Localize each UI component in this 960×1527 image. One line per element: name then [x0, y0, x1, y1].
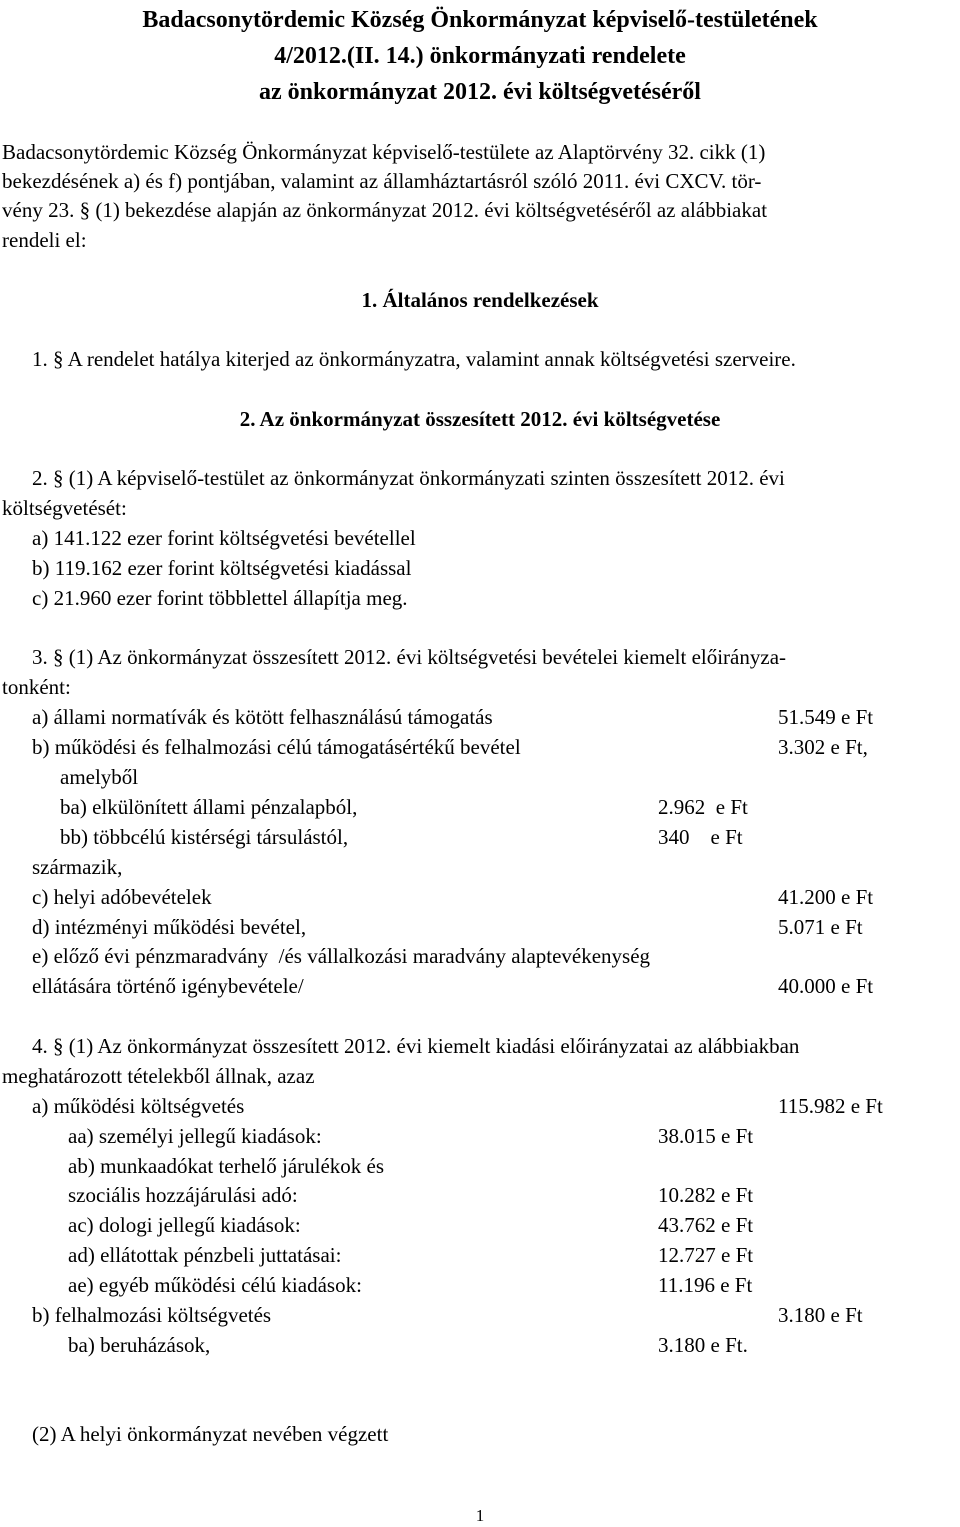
expense-ba-amount: 3.180 e Ft. — [658, 1333, 748, 1357]
expense-ab-label-line-2: szociális hozzájárulási adó: — [68, 1183, 298, 1207]
revenue-ba-amount: 2.962 e Ft — [658, 795, 748, 819]
expense-ba-label: ba) beruházások, — [68, 1333, 211, 1357]
expense-aa-amount: 38.015 e Ft — [658, 1124, 754, 1148]
revenue-bb-label: bb) többcélú kistérségi társulástól, — [60, 825, 349, 849]
expense-ae-label: ae) egyéb működési célú kiadások: — [68, 1273, 362, 1297]
section-2-para-line-1: 2. § (1) A képviselő-testület az önkormányzat önkormányzati szinten összesített 2012. évi — [32, 466, 785, 490]
expense-a-amount: 115.982 e Ft — [778, 1094, 883, 1118]
section-4-para-line-2: meghatározott tételekből állnak, azaz — [2, 1064, 315, 1088]
revenue-b-label: b) működési és felhalmozási célú támogatásértékű bevétel — [32, 735, 521, 759]
revenue-c-amount: 41.200 e Ft — [778, 885, 874, 909]
revenue-b-continuation: amelyből — [60, 765, 139, 789]
revenue-d-label: d) intézményi működési bevétel, — [32, 915, 307, 939]
revenue-e-label-line-2: ellátására történő igénybevétele/ — [32, 974, 304, 998]
expense-ad-label: ad) ellátottak pénzbeli juttatásai: — [68, 1243, 342, 1267]
title-line-1: Badacsonytördemic Község Önkormányzat képviselő-testületének — [142, 7, 818, 33]
section-1-text: 1. § A rendelet hatálya kiterjed az önkormányzatra, valamint annak költségvetési szerveire. — [32, 347, 796, 371]
preamble-line-2: bekezdésének a) és f) pontjában, valamint az államháztartásról szóló 2011. évi CXCV. tör- — [2, 169, 762, 193]
preamble-line-3: vény 23. § (1) bekezdése alapján az önkormányzat 2012. évi költségvetéséről az alábbiakat — [2, 198, 768, 222]
title-line-3: az önkormányzat 2012. évi költségvetéséről — [259, 79, 701, 105]
revenue-a-label: a) állami normatívák és kötött felhasználású támogatás — [32, 705, 493, 729]
revenue-c-label: c) helyi adóbevételek — [32, 885, 212, 909]
page-number: 1 — [475, 1506, 485, 1525]
revenue-b-amount: 3.302 e Ft, — [778, 735, 868, 759]
expense-ae-amount: 11.196 e Ft — [658, 1273, 753, 1297]
revenue-a-amount: 51.549 e Ft — [778, 705, 874, 729]
revenue-ba-label: ba) elkülönített állami pénzalapból, — [60, 795, 358, 819]
expense-ad-amount: 12.727 e Ft — [658, 1243, 754, 1267]
revenue-b-end: származik, — [32, 855, 123, 879]
expense-ab-amount: 10.282 e Ft — [658, 1183, 754, 1207]
revenue-e-amount: 40.000 e Ft — [778, 974, 874, 998]
expense-a-label: a) működési költségvetés — [32, 1094, 245, 1118]
expense-ab-label-line-1: ab) munkaadókat terhelő járulékok és — [68, 1154, 385, 1178]
preamble-line-4: rendeli el: — [2, 228, 87, 252]
section-2-item-a: a) 141.122 ezer forint költségvetési bevétellel — [32, 526, 416, 550]
section-2-item-c: c) 21.960 ezer forint többlettel állapítja meg. — [32, 586, 408, 610]
title-line-2: 4/2012.(II. 14.) önkormányzati rendelete — [274, 43, 686, 69]
section-3-para-line-1: 3. § (1) Az önkormányzat összesített 2012. évi költségvetési bevételei kiemelt előirányza- — [32, 645, 787, 669]
section-2-item-b: b) 119.162 ezer forint költségvetési kiadással — [32, 556, 412, 580]
revenue-e-label-line-1: e) előző évi pénzmaradvány /és vállalkozási maradvány alaptevékenység — [32, 944, 651, 968]
section-2-para-line-2: költségvetését: — [2, 496, 127, 520]
section-2-heading: 2. Az önkormányzat összesített 2012. évi költségvetése — [239, 407, 721, 431]
section-1-heading: 1. Általános rendelkezések — [361, 288, 599, 312]
expense-b-amount: 3.180 e Ft — [778, 1303, 863, 1327]
expense-aa-label: aa) személyi jellegű kiadások: — [68, 1124, 322, 1148]
revenue-bb-amount: 340 e Ft — [658, 825, 743, 849]
revenue-d-amount: 5.071 e Ft — [778, 915, 863, 939]
expense-b-label: b) felhalmozási költségvetés — [32, 1303, 272, 1327]
expense-ac-label: ac) dologi jellegű kiadások: — [68, 1213, 301, 1237]
section-4-paragraph-2: (2) A helyi önkormányzat nevében végzett — [32, 1422, 389, 1446]
section-3-para-line-2: tonként: — [2, 675, 71, 699]
preamble-line-1: Badacsonytördemic Község Önkormányzat képviselő-testülete az Alaptörvény 32. cikk (1) — [2, 140, 766, 164]
section-4-para-line-1: 4. § (1) Az önkormányzat összesített 2012. évi kiemelt kiadási előirányzatai az alábbiakban — [32, 1034, 800, 1058]
expense-ac-amount: 43.762 e Ft — [658, 1213, 754, 1237]
